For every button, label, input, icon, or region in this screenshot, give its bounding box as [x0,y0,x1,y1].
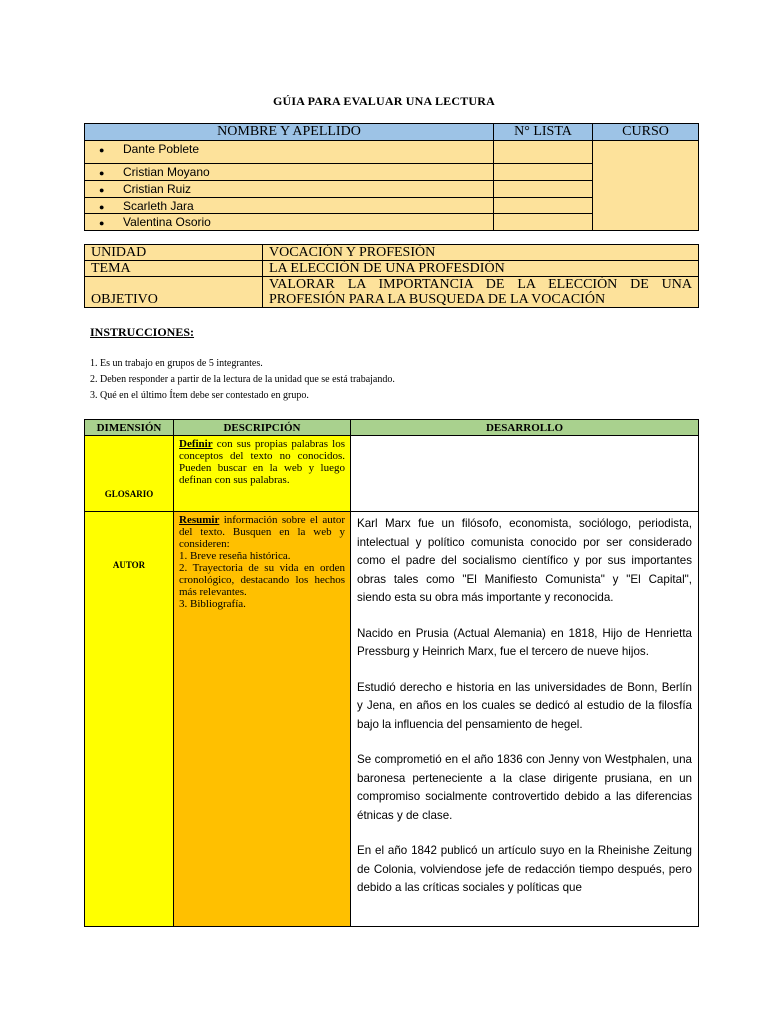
objetivo-value [263,277,699,308]
descripcion-glosario [174,436,351,512]
header-curso: CURSO [593,124,699,141]
descripcion-autor [174,512,351,927]
autor-paragraph: En el año 1842 publicó un artículo suyo en la Rheinishe Zeitung de Colonia, volviendose jefe de redacción tiempo después, pero debido a las críticas sociales y políticas que [357,844,692,894]
desc-text: con sus propias palabras los conceptos del texto no conocidos. Pueden buscar en la web y luego definan con sus palabras. [179,438,345,486]
student-name-cell[interactable] [85,141,494,164]
desc-text: información sobre el autor del texto. Busquen en la web y consideren: [179,514,345,550]
desarrollo-autor[interactable] [351,512,699,927]
student-name: Cristian Ruiz [123,182,192,196]
student-name: Scarleth Jara [123,198,194,213]
desc-item: 2. Trayectoria de su vida en orden cronológico, destacando los hechos más relevantes. [179,562,345,598]
objetivo-line-1: VALORAR LA IMPORTANCIA DE LA ELECCIÓN DE UNA [269,277,692,292]
student-lista-cell[interactable] [494,164,593,181]
desc-keyword: Definir [179,438,213,450]
student-name-cell[interactable] [85,164,494,181]
objetivo-label: OBJETIVO [85,277,263,308]
student-name-cell[interactable] [85,198,494,214]
objetivo-line-2: PROFESIÓN PARA LA BUSQUEDA DE LA VOCACIÓN [269,292,606,307]
student-name-cell[interactable] [85,214,494,231]
student-name-cell[interactable] [85,181,494,198]
student-name: Cristian Moyano [123,165,210,179]
header-descripcion: DESCRIPCIÓN [174,420,351,436]
tema-label: TEMA [85,261,263,277]
autor-paragraph: Estudió derecho e historia en las universidades de Bonn, Berlín y Jena, en años en los cuales se dedicó al estudio de la filosfía bajo la influencia del pensamiento de hegel. [357,680,692,731]
bullet-icon: ● [99,168,105,178]
instruction-item: 3. Qué en el último Ítem debe ser contestado en grupo. [90,390,309,401]
unidad-value: VOCACIÓN Y PROFESIÓN [263,245,699,261]
instruction-item: 1. Es un trabajo en grupos de 5 integrantes. [90,358,263,369]
student-lista-cell[interactable] [494,198,593,214]
header-lista: N° LISTA [494,124,593,141]
bullet-icon: ● [99,201,105,212]
bullet-icon: ● [99,218,105,228]
header-desarrollo: DESARROLLO [351,420,699,436]
autor-paragraph: Karl Marx fue un filósofo, economista, sociólogo, periodista, intelectual y político comunista conocido por ser considerado como el padre del socialismo científico y por sus importantes obras tales como "El Manifiesto Comunista" y "El Capital", siendo esta su obra más importante y reconocida. [357,517,692,604]
evaluation-table [84,419,699,927]
instruction-item: 2. Deben responder a partir de la lectura de la unidad que se está trabajando. [90,374,395,385]
desarrollo-glosario[interactable] [351,436,699,512]
student-name: Valentina Osorio [123,215,211,229]
unit-table [84,244,699,308]
unidad-label: UNIDAD [85,245,263,261]
header-nombre: NOMBRE Y APELLIDO [85,124,494,141]
desc-item: 1. Breve reseña histórica. [179,550,291,562]
autor-paragraph: Se comprometió en el año 1836 con Jenny von Westphalen, una baronesa perteneciente a la clase dirigente prusiana, en un compromiso socialmente controvertido debido a las diferencias étnicas y de clase. [357,753,692,822]
dimension-glosario: GLOSARIO [85,436,174,512]
dimension-autor: AUTOR [85,512,174,927]
bullet-icon: ● [99,145,105,155]
header-dimension: DIMENSIÓN [85,420,174,436]
desc-item: 3. Bibliografía. [179,598,246,610]
student-name: Dante Poblete [123,142,200,156]
desc-keyword: Resumir [179,514,220,526]
page-title: GÚIA PARA EVALUAR UNA LECTURA [272,94,496,108]
student-lista-cell[interactable] [494,214,593,231]
students-table [84,123,699,231]
instructions-title: INSTRUCCIONES: [90,325,195,339]
bullet-icon: ● [99,185,105,195]
student-lista-cell[interactable] [494,181,593,198]
autor-paragraph: Nacido en Prusia (Actual Alemania) en 1818, Hijo de Henrietta Pressburg y Heinrich Marx, fue el tercero de nueve hijos. [357,626,692,658]
tema-value: LA ELECCIÓN DE UNA PROFESDIÓN [263,261,699,277]
curso-cell[interactable] [593,141,699,231]
student-lista-cell[interactable] [494,141,593,164]
